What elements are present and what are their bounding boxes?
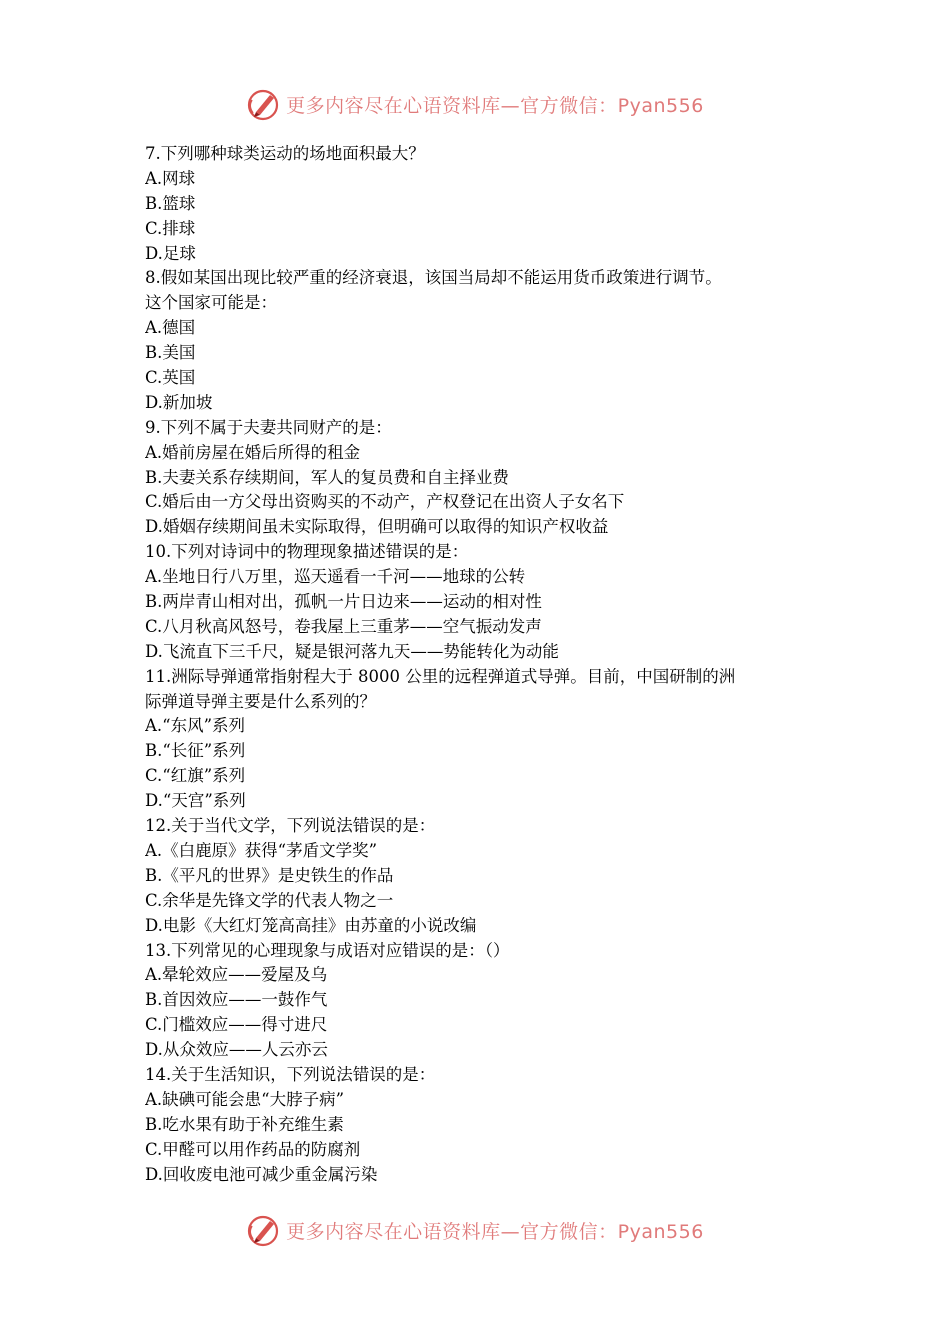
answer-option: A.晕轮效应——爱屋及乌 <box>145 965 328 985</box>
header-watermark-text: 更多内容尽在心语资料库—官方微信：Pyan556 <box>286 94 704 117</box>
answer-option: D.“天宫”系列 <box>145 791 246 811</box>
question-text: 13.下列常见的心理现象与成语对应错误的是：（） <box>145 940 510 960</box>
answer-option: C.余华是先锋文学的代表人物之一 <box>145 890 394 910</box>
question-block <box>145 416 835 540</box>
answer-option: D.足球 <box>145 243 196 263</box>
header-watermark-inner <box>246 86 704 122</box>
answer-option: C.“红旗”系列 <box>145 766 246 786</box>
answer-option: A.缺碘可能会患“大脖子病” <box>145 1089 345 1109</box>
question-text: 际弹道导弹主要是什么系列的？ <box>145 691 376 711</box>
question-block <box>145 814 835 938</box>
answer-option: B.夫妻关系存续期间，军人的复员费和自主择业费 <box>145 467 509 487</box>
question-block <box>145 939 835 1063</box>
answer-option: C.甲醛可以用作药品的防腐剂 <box>145 1139 361 1159</box>
question-block <box>145 142 835 266</box>
question-text: 8.假如某国出现比较严重的经济衰退，该国当局却不能运用货币政策进行调节。 <box>145 268 722 288</box>
question-text: 12.关于当代文学，下列说法错误的是： <box>145 816 436 836</box>
answer-option: A.坐地日行八万里，巡天遥看一千河——地球的公转 <box>145 567 526 587</box>
answer-option: D.电影《大红灯笼高高挂》由苏童的小说改编 <box>145 915 477 935</box>
answer-option: D.婚姻存续期间虽未实际取得，但明确可以取得的知识产权收益 <box>145 517 609 537</box>
answer-option: C.婚后由一方父母出资购买的不动产，产权登记在出资人子女名下 <box>145 492 625 512</box>
answer-option: D.新加坡 <box>145 392 213 412</box>
footer-watermark-inner <box>246 1212 704 1248</box>
question-block <box>145 665 835 814</box>
footer-watermark <box>0 1210 950 1250</box>
question-block <box>145 266 835 415</box>
answer-option: B.美国 <box>145 343 196 363</box>
question-block <box>145 1063 835 1187</box>
answer-option: A.“东风”系列 <box>145 716 246 736</box>
answer-option: B.“长征”系列 <box>145 741 246 761</box>
answer-option: D.飞流直下三千尺，疑是银河落九天——势能转化为动能 <box>145 641 559 661</box>
answer-option: C.排球 <box>145 218 196 238</box>
answer-option: A.网球 <box>145 168 196 188</box>
pen-circle-logo-icon <box>246 1212 282 1248</box>
answer-option: A.德国 <box>145 318 196 338</box>
answer-option: D.回收废电池可减少重金属污染 <box>145 1164 378 1184</box>
pen-circle-logo-icon <box>246 86 282 122</box>
answer-option: A.婚前房屋在婚后所得的租金 <box>145 442 361 462</box>
answer-option: B.首因效应——一鼓作气 <box>145 990 328 1010</box>
question-text: 14.关于生活知识，下列说法错误的是： <box>145 1064 436 1084</box>
question-text: 这个国家可能是： <box>145 293 277 313</box>
header-watermark <box>0 84 950 124</box>
answer-option: B.《平凡的世界》是史铁生的作品 <box>145 865 394 885</box>
answer-option: C.门槛效应——得寸进尺 <box>145 1015 328 1035</box>
footer-watermark-text: 更多内容尽在心语资料库—官方微信：Pyan556 <box>286 1220 704 1243</box>
answer-option: A.《白鹿原》获得“茅盾文学奖” <box>145 840 378 860</box>
answer-option: B.篮球 <box>145 193 196 213</box>
question-text: 7.下列哪种球类运动的场地面积最大？ <box>145 144 425 163</box>
question-text: 9.下列不属于夫妻共同财产的是： <box>145 417 392 437</box>
answer-option: D.从众效应——人云亦云 <box>145 1040 328 1060</box>
question-list <box>145 142 835 1187</box>
question-text: 11.洲际导弹通常指射程大于 8000 公里的远程弹道式导弹。目前，中国研制的洲 <box>145 666 736 686</box>
answer-option: B.两岸青山相对出，孤帆一片日边来——运动的相对性 <box>145 592 542 612</box>
answer-option: C.英国 <box>145 368 196 388</box>
answer-option: C.八月秋高风怒号，卷我屋上三重茅——空气振动发声 <box>145 616 542 636</box>
answer-option: B.吃水果有助于补充维生素 <box>145 1114 344 1134</box>
question-block <box>145 540 835 664</box>
question-text: 10.下列对诗词中的物理现象描述错误的是： <box>145 542 469 562</box>
